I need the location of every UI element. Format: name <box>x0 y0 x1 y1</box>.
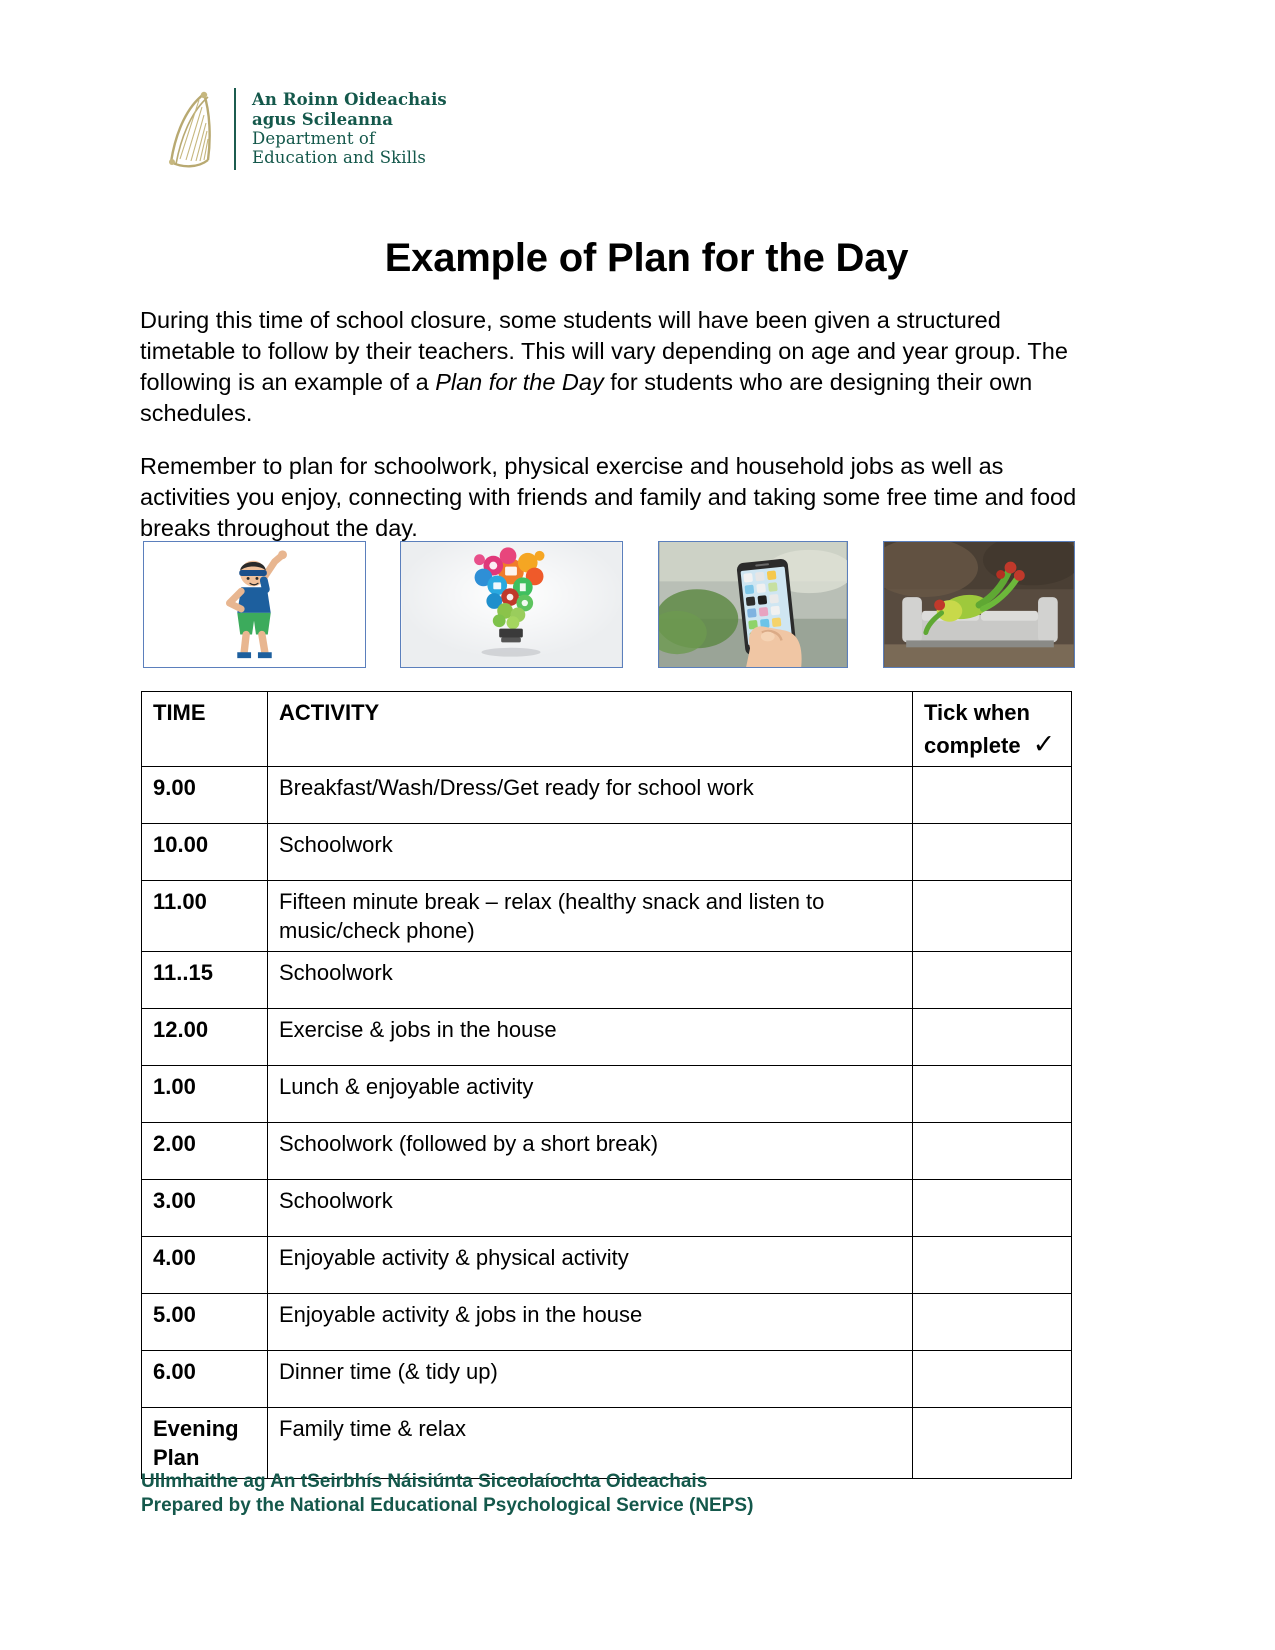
cell-activity: Enjoyable activity & physical activity <box>268 1237 913 1294</box>
cell-tick-checkbox[interactable] <box>913 952 1072 1009</box>
column-header-tick-when-complete <box>913 692 1072 767</box>
paragraph-1 <box>140 305 1095 429</box>
cell-tick-checkbox[interactable] <box>913 767 1072 824</box>
cell-tick-checkbox[interactable] <box>913 1408 1072 1479</box>
logo-text <box>252 90 447 168</box>
cell-activity: Schoolwork <box>268 1180 913 1237</box>
cell-tick-checkbox[interactable] <box>913 1123 1072 1180</box>
cell-activity: Schoolwork <box>268 824 913 881</box>
cell-activity: Schoolwork <box>268 952 913 1009</box>
cell-time: 12.00 <box>142 1009 268 1066</box>
cell-time: 6.00 <box>142 1351 268 1408</box>
table-row <box>142 881 1072 952</box>
cell-tick-checkbox[interactable] <box>913 1009 1072 1066</box>
cell-activity: Breakfast/Wash/Dress/Get ready for school work <box>268 767 913 824</box>
paragraph-2: Remember to plan for schoolwork, physical exercise and household jobs as well as activities you enjoy, connecting with friends and family and taking some free time and food breaks throughout the day. <box>140 453 1077 541</box>
table-row <box>142 1180 1072 1237</box>
table-row <box>142 1408 1072 1479</box>
tick-header-line-2-label: complete <box>924 733 1021 758</box>
table-row <box>142 1351 1072 1408</box>
vegetable-figure-on-couch-image <box>883 541 1075 668</box>
cell-activity: Exercise & jobs in the house <box>268 1009 913 1066</box>
cell-time: Evening Plan <box>142 1408 268 1479</box>
cell-tick-checkbox[interactable] <box>913 1066 1072 1123</box>
cell-time: 2.00 <box>142 1123 268 1180</box>
cell-activity: Family time & relax <box>268 1408 913 1479</box>
table-row <box>142 1294 1072 1351</box>
logo-irish-line-1: An Roinn Oideachais <box>252 90 447 110</box>
cell-time: 10.00 <box>142 824 268 881</box>
table-row <box>142 1123 1072 1180</box>
logo-irish-line-2: agus Scileanna <box>252 109 394 129</box>
table-row <box>142 767 1072 824</box>
hand-holding-smartphone-image <box>658 541 848 668</box>
boy-exercising-image <box>143 541 366 668</box>
illustration-strip <box>143 541 1075 668</box>
cell-time: 1.00 <box>142 1066 268 1123</box>
lightbulb-app-icons-image <box>400 541 623 668</box>
cell-activity: Fifteen minute break – relax (healthy snack and listen to music/check phone) <box>268 881 913 952</box>
cell-tick-checkbox[interactable] <box>913 1351 1072 1408</box>
cell-time: 3.00 <box>142 1180 268 1237</box>
cell-tick-checkbox[interactable] <box>913 1294 1072 1351</box>
irish-harp-icon <box>158 86 220 172</box>
table-body <box>142 767 1072 1479</box>
logo-english-line-1: Department of <box>252 129 376 148</box>
cell-time: 5.00 <box>142 1294 268 1351</box>
paragraph-1-part-2: for students who are designing their own schedules. <box>140 369 1033 426</box>
footer-irish-line: Ullmhaithe ag An tSeirbhís Náisiúnta Siceolaíochta Oideachais <box>141 1471 708 1492</box>
logo-english-line-2: Education and Skills <box>252 148 426 168</box>
table-header-row <box>142 692 1072 767</box>
checkmark-icon: ✓ <box>1032 729 1056 759</box>
footer-english-line: Prepared by the National Educational Psychological Service (NEPS) <box>141 1495 754 1516</box>
column-header-time: TIME <box>142 692 268 767</box>
footer-credits <box>141 1470 753 1518</box>
table-row <box>142 824 1072 881</box>
cell-time: 11.00 <box>142 881 268 952</box>
tick-header-line-2 <box>924 731 1062 760</box>
cell-activity: Lunch & enjoyable activity <box>268 1066 913 1123</box>
paragraph-1-part-1: During this time of school closure, some students will have been given a structured timetable to follow by their teachers. This will vary depending on age and year group. The following is an example of a <box>140 307 1068 395</box>
column-header-activity: ACTIVITY <box>268 692 913 767</box>
cell-activity: Dinner time (& tidy up) <box>268 1351 913 1408</box>
plan-for-the-day-table <box>141 691 1072 1479</box>
logo-divider <box>234 88 236 170</box>
table-row <box>142 1237 1072 1294</box>
cell-time: 4.00 <box>142 1237 268 1294</box>
cell-time: 11..15 <box>142 952 268 1009</box>
cell-tick-checkbox[interactable] <box>913 1180 1072 1237</box>
table-row <box>142 952 1072 1009</box>
cell-tick-checkbox[interactable] <box>913 824 1072 881</box>
cell-tick-checkbox[interactable] <box>913 1237 1072 1294</box>
department-logo <box>158 86 447 172</box>
table-row <box>142 1066 1072 1123</box>
cell-tick-checkbox[interactable] <box>913 881 1072 952</box>
table-row <box>142 1009 1072 1066</box>
tick-header-line-1: Tick when <box>924 700 1030 725</box>
cell-time: 9.00 <box>142 767 268 824</box>
cell-activity: Enjoyable activity & jobs in the house <box>268 1294 913 1351</box>
cell-activity: Schoolwork (followed by a short break) <box>268 1123 913 1180</box>
paragraph-1-italic: Plan for the Day <box>435 369 604 395</box>
intro-text <box>140 305 1095 566</box>
page-title: Example of Plan for the Day <box>384 236 909 280</box>
